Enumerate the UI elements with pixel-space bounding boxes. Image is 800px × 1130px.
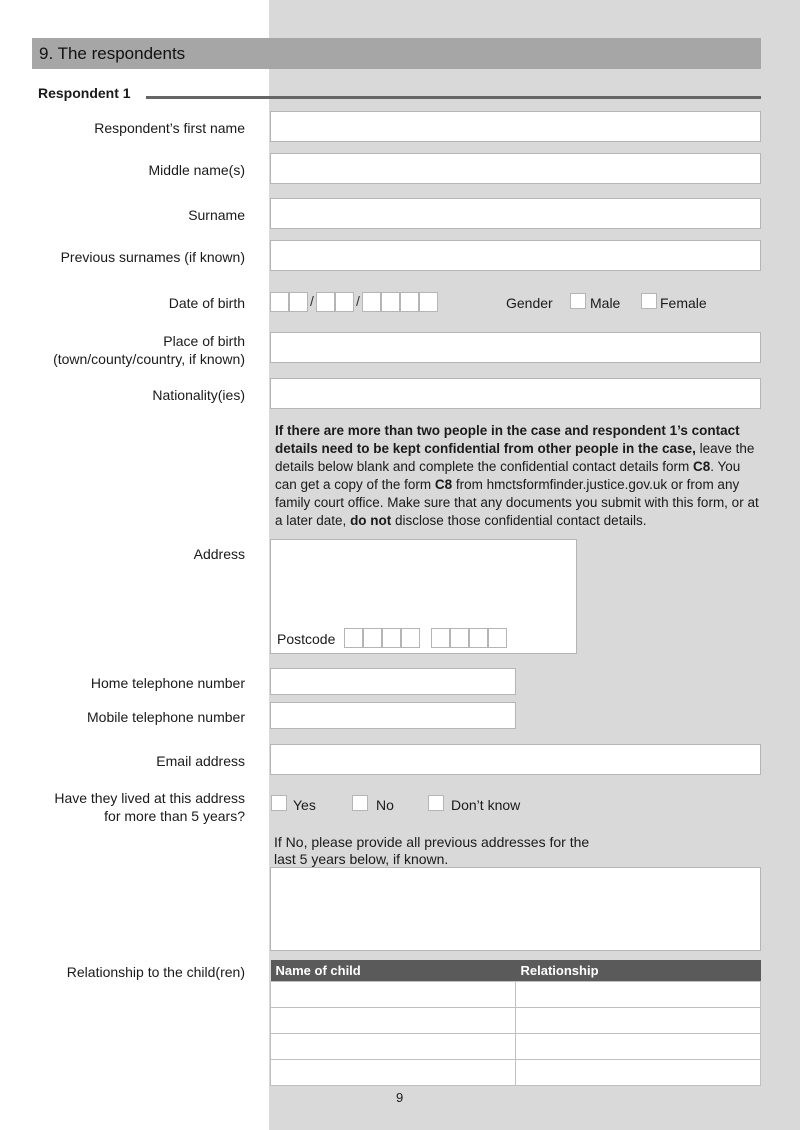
previous-addresses-instruction	[274, 834, 589, 868]
respondent-heading: Respondent 1	[38, 85, 131, 101]
confidential-notice	[275, 422, 759, 530]
dob-year-digit-3[interactable]	[400, 292, 419, 312]
gender-female-checkbox[interactable]	[641, 293, 657, 309]
mobile-phone-field[interactable]	[270, 702, 516, 729]
form-c8-ref: C8	[693, 459, 711, 474]
section-title: 9. The respondents	[39, 44, 186, 63]
middle-names-field[interactable]	[270, 153, 761, 184]
dob-label: Date of birth	[168, 295, 245, 311]
previous-addresses-field[interactable]	[270, 867, 761, 951]
confidential-notice-text: . You can get a copy of the form	[275, 459, 741, 492]
lived-dont-know-checkbox[interactable]	[428, 795, 444, 811]
child-name-cell[interactable]	[271, 1034, 516, 1060]
lived-no-label: No	[376, 797, 394, 813]
postcode-digit[interactable]	[431, 628, 450, 648]
postcode-digit[interactable]	[344, 628, 363, 648]
relationship-cell[interactable]	[516, 982, 761, 1008]
dob-year-digit-4[interactable]	[419, 292, 438, 312]
child-name-cell[interactable]	[271, 1008, 516, 1034]
postcode-digit[interactable]	[363, 628, 382, 648]
dob-separator: /	[356, 293, 360, 309]
previous-addresses-line2: last 5 years below, if known.	[274, 851, 449, 867]
place-of-birth-label-line1: Place of birth	[163, 333, 245, 349]
dob-year-digit-2[interactable]	[381, 292, 400, 312]
child-name-cell[interactable]	[271, 982, 516, 1008]
confidential-notice-text: leave the details below blank and complete the confidential contact details form	[275, 441, 755, 474]
previous-surnames-field[interactable]	[270, 240, 761, 271]
surname-label: Surname	[188, 207, 245, 223]
lived-5-years-label	[54, 789, 245, 825]
dob-year-digit-1[interactable]	[362, 292, 381, 312]
dob-separator: /	[310, 293, 314, 309]
email-label: Email address	[156, 753, 245, 769]
postcode-digit[interactable]	[488, 628, 507, 648]
lived-yes-checkbox[interactable]	[271, 795, 287, 811]
dob-month-digit-1[interactable]	[316, 292, 335, 312]
column-header-name-of-child: Name of child	[271, 960, 516, 982]
table-row	[271, 1034, 761, 1060]
lived-5-years-label-line2: for more than 5 years?	[104, 808, 245, 824]
relationship-cell[interactable]	[516, 1034, 761, 1060]
section-header	[32, 38, 761, 69]
mobile-phone-label: Mobile telephone number	[87, 709, 245, 725]
form-c8-ref: C8	[434, 477, 453, 492]
nationality-field[interactable]	[270, 378, 761, 409]
dob-month-digit-2[interactable]	[335, 292, 354, 312]
confidential-notice-bold: If there are more than two people in the case and respondent 1’s contact details need to be kept confidential from other people in the case,	[275, 423, 740, 456]
confidential-notice-text: from hmctsformfinder.justice.gov.uk or from any family court office. Make sure that any documents you submit with this form, or at a later date,	[275, 477, 759, 528]
lived-yes-label: Yes	[293, 797, 316, 813]
place-of-birth-field[interactable]	[270, 332, 761, 363]
gender-male-checkbox[interactable]	[570, 293, 586, 309]
column-header-relationship: Relationship	[516, 960, 761, 982]
postcode-digit[interactable]	[382, 628, 401, 648]
table-row	[271, 1008, 761, 1034]
table-row	[271, 1060, 761, 1086]
place-of-birth-label	[53, 332, 245, 368]
gender-male-label: Male	[590, 295, 621, 311]
home-phone-field[interactable]	[270, 668, 516, 695]
postcode-digit[interactable]	[401, 628, 420, 648]
previous-surnames-label: Previous surnames (if known)	[60, 249, 245, 265]
postcode-digit[interactable]	[469, 628, 488, 648]
first-name-label: Respondent’s first name	[94, 120, 245, 136]
relationship-label: Relationship to the child(ren)	[66, 964, 245, 980]
home-phone-label: Home telephone number	[90, 675, 245, 691]
heading-rule	[146, 96, 761, 99]
address-label: Address	[193, 546, 245, 562]
children-relationship-table	[270, 960, 761, 1086]
confidential-notice-text: disclose those confidential contact details.	[391, 513, 647, 528]
gender-female-label: Female	[660, 295, 707, 311]
email-field[interactable]	[270, 744, 761, 775]
dob-day-digit-1[interactable]	[270, 292, 289, 312]
lived-dont-know-label: Don’t know	[451, 797, 521, 813]
dob-day-digit-2[interactable]	[289, 292, 308, 312]
first-name-field[interactable]	[270, 111, 761, 142]
table-header-row	[271, 960, 761, 982]
surname-field[interactable]	[270, 198, 761, 229]
do-not-emphasis: do not	[350, 513, 392, 528]
page-number: 9	[396, 1090, 404, 1105]
relationship-cell[interactable]	[516, 1008, 761, 1034]
table-row	[271, 982, 761, 1008]
lived-5-years-label-line1: Have they lived at this address	[54, 790, 245, 806]
place-of-birth-label-line2: (town/county/country, if known)	[53, 351, 245, 367]
address-field[interactable]	[270, 539, 577, 654]
previous-addresses-line1: If No, please provide all previous addresses for the	[274, 834, 590, 850]
postcode-label: Postcode	[277, 631, 336, 647]
middle-names-label: Middle name(s)	[148, 162, 245, 178]
nationality-label: Nationality(ies)	[152, 387, 245, 403]
gender-label: Gender	[506, 295, 553, 311]
postcode-digit[interactable]	[450, 628, 469, 648]
child-name-cell[interactable]	[271, 1060, 516, 1086]
relationship-cell[interactable]	[516, 1060, 761, 1086]
lived-no-checkbox[interactable]	[352, 795, 368, 811]
